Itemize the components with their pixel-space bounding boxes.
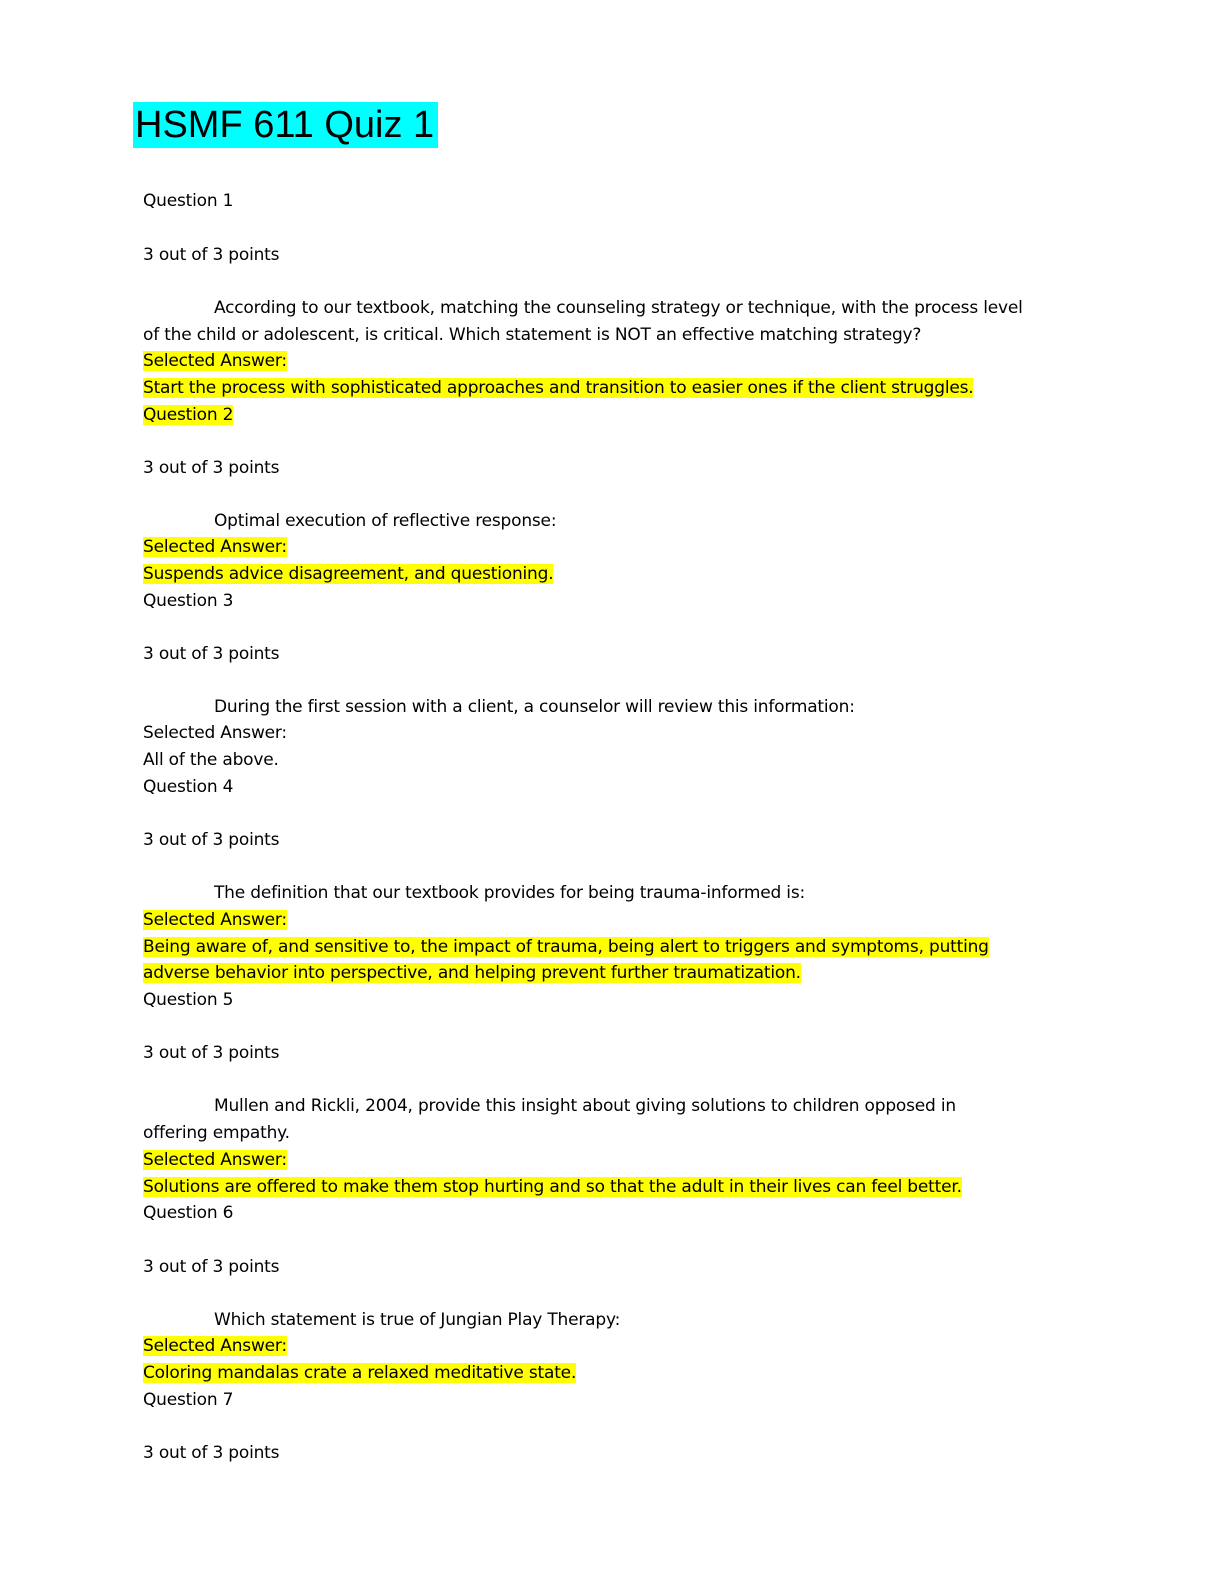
selected-answer: Suspends advice disagreement, and questioning. — [143, 564, 554, 584]
selected-answer-label: Selected Answer: — [143, 351, 287, 371]
selected-answer-label: Selected Answer: — [143, 537, 287, 557]
selected-answer-label: Selected Answer: — [143, 723, 287, 743]
question-points: 3 out of 3 points — [143, 830, 280, 850]
question-points: 3 out of 3 points — [143, 1257, 280, 1277]
question-heading: Question 7 — [143, 1390, 234, 1410]
selected-answer: Start the process with sophisticated approaches and transition to easier ones if the client struggles. — [143, 378, 974, 398]
question-prompt: Optimal execution of reflective response: — [214, 511, 557, 531]
question-heading: Question 2 — [143, 405, 234, 425]
selected-answer-label: Selected Answer: — [143, 1150, 287, 1170]
selected-answer: Solutions are offered to make them stop hurting and so that the adult in their lives can feel better. — [143, 1177, 962, 1197]
selected-answer: Coloring mandalas crate a relaxed meditative state. — [143, 1363, 577, 1383]
question-prompt: offering empathy. — [143, 1123, 290, 1143]
question-points: 3 out of 3 points — [143, 644, 280, 664]
question-points: 3 out of 3 points — [143, 458, 280, 478]
question-prompt: Mullen and Rickli, 2004, provide this insight about giving solutions to children opposed in — [214, 1096, 956, 1116]
question-heading: Question 1 — [143, 191, 234, 211]
question-prompt: According to our textbook, matching the counseling strategy or technique, with the process level — [214, 298, 1023, 318]
question-prompt: During the first session with a client, a counselor will review this information: — [214, 697, 855, 717]
question-points: 3 out of 3 points — [143, 1443, 280, 1463]
selected-answer-label: Selected Answer: — [143, 1336, 287, 1356]
question-prompt: of the child or adolescent, is critical. Which statement is NOT an effective matching strategy? — [143, 325, 922, 345]
question-prompt: Which statement is true of Jungian Play Therapy: — [214, 1310, 621, 1330]
question-heading: Question 4 — [143, 777, 234, 797]
question-points: 3 out of 3 points — [143, 1043, 280, 1063]
page-title: HSMF 611 Quiz 1 — [133, 102, 438, 148]
selected-answer: adverse behavior into perspective, and helping prevent further traumatization. — [143, 963, 801, 983]
question-heading: Question 3 — [143, 591, 234, 611]
question-points: 3 out of 3 points — [143, 245, 280, 265]
selected-answer-label: Selected Answer: — [143, 910, 287, 930]
selected-answer: Being aware of, and sensitive to, the impact of trauma, being alert to triggers and symptoms, putting — [143, 937, 989, 957]
question-prompt: The definition that our textbook provides for being trauma-informed is: — [214, 883, 806, 903]
question-heading: Question 5 — [143, 990, 234, 1010]
question-heading: Question 6 — [143, 1203, 234, 1223]
selected-answer: All of the above. — [143, 750, 279, 770]
